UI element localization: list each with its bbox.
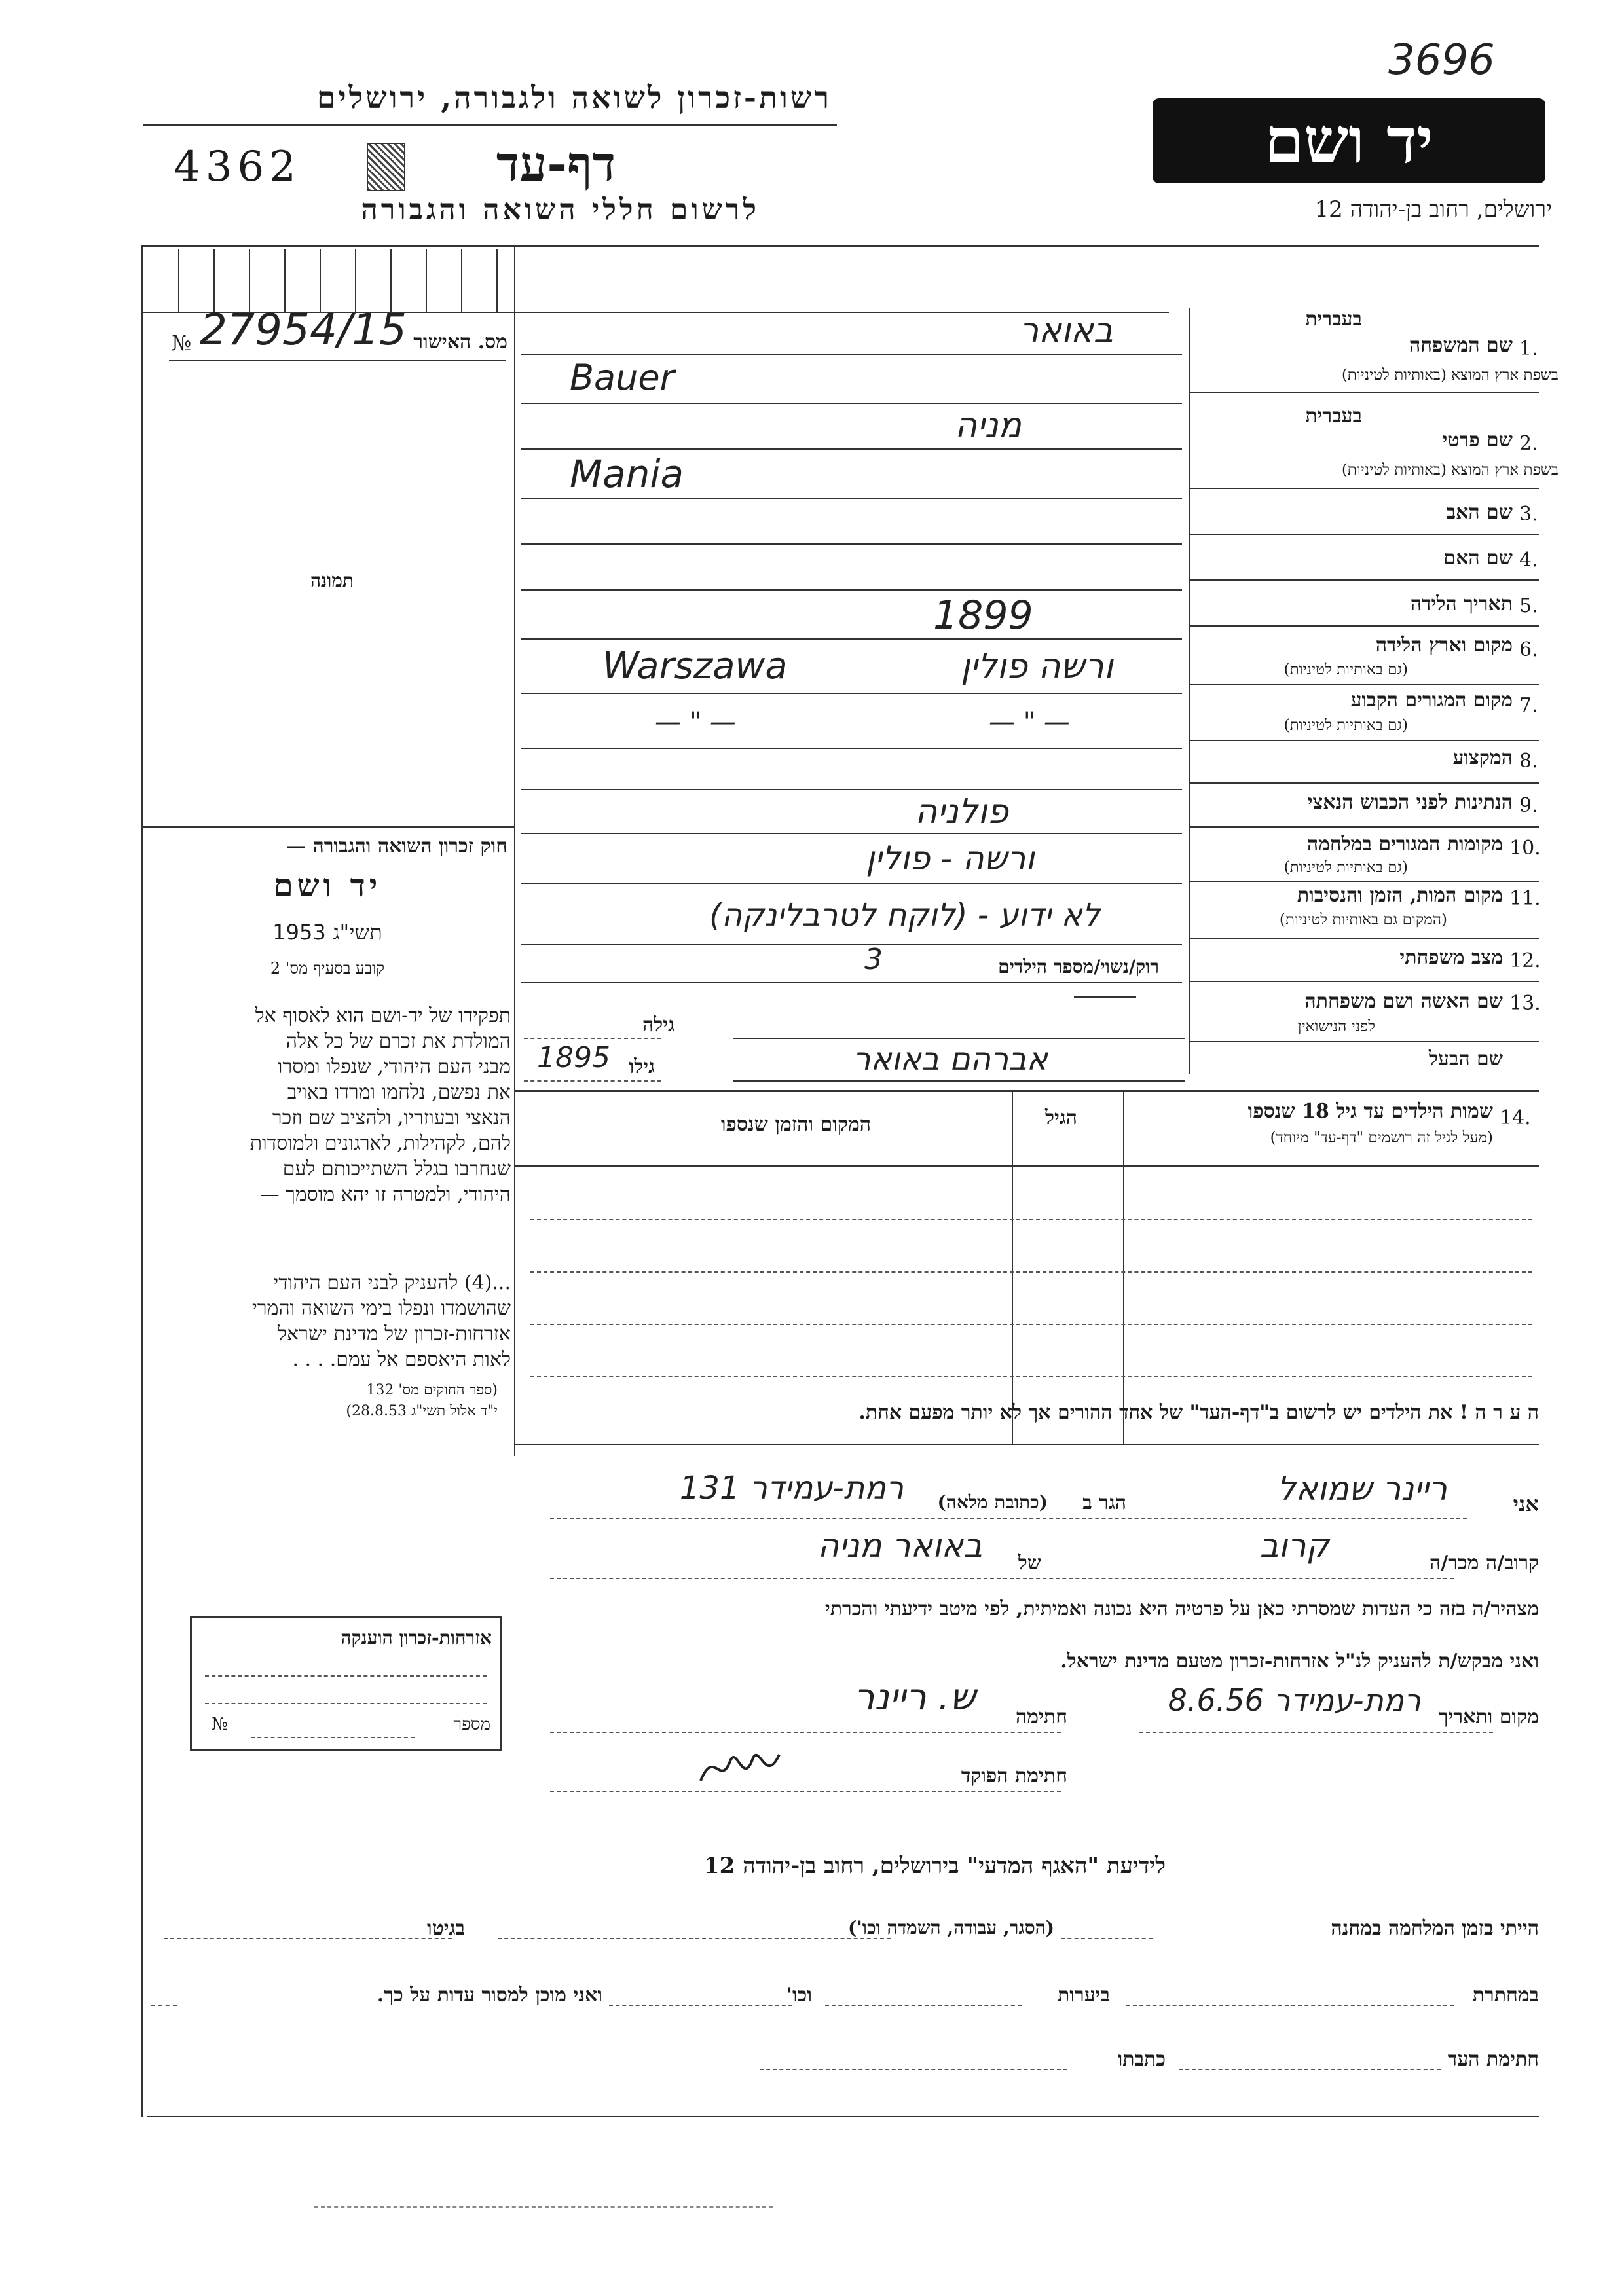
- form-number-stamp: [367, 143, 405, 191]
- value-line: [733, 1080, 1185, 1082]
- law-text-line: שהושמדו ונפלו בימי השואה והמרי: [251, 1297, 511, 1320]
- children-table-top: [514, 1090, 1539, 1092]
- residence-label: מקום המגורים הקבוע: [1350, 689, 1513, 712]
- science-line3-b: כתבתו: [1117, 2048, 1166, 2071]
- firstname-label: שם פרטי: [1442, 429, 1513, 452]
- profession-label: המקצוע: [1452, 746, 1513, 769]
- surname-latin-value: Bauer: [570, 357, 674, 398]
- field-number: 9.: [1519, 794, 1538, 817]
- in-hebrew-label: בעברית: [1305, 405, 1362, 428]
- check-box: [320, 249, 356, 312]
- row-line: [1189, 1041, 1539, 1042]
- law-ref-2: י"ד אלול תשי"ג 28.8.53): [346, 1403, 498, 1419]
- signature-label: חתימה: [1016, 1705, 1067, 1728]
- field-number: 6.: [1519, 638, 1538, 661]
- row-line: [1189, 625, 1539, 627]
- science-blank: [1061, 1938, 1153, 1939]
- birthplace-latin-value: Warszawa: [602, 645, 788, 687]
- bottom-rule: [147, 2116, 1539, 2117]
- children-table-sub: (מעל לגיל זה רושמים "דף-עד" מיוחד): [1270, 1129, 1493, 1146]
- children-table-label: שמות הילדים עד גיל 18 שנספו: [1247, 1100, 1493, 1123]
- check-box: [213, 249, 250, 312]
- signature-line: [550, 1732, 1061, 1733]
- residence-latin-value: — " —: [655, 707, 736, 737]
- citizenship-label: הנתינות לפני הכבוש הנאצי: [1307, 791, 1513, 814]
- field-number: 12.: [1509, 949, 1541, 972]
- law-text-line: מבני העם היהודי, שנפלו ומסרו: [277, 1055, 511, 1078]
- birthplace-label: מקום וארץ הלידה: [1375, 634, 1513, 657]
- science-blank: [825, 2005, 1022, 2006]
- science-blank: [1179, 2069, 1441, 2070]
- archive-number: 3696: [1388, 36, 1495, 84]
- death-value: לא ידוע - (לוקח לטרבלינקה): [709, 897, 1100, 934]
- science-line2-a: במחתרת: [1472, 1984, 1539, 2007]
- form-title: דף-עד: [496, 136, 616, 192]
- value-line: [521, 354, 1182, 355]
- science-line1-c: בגיטו: [426, 1917, 465, 1940]
- value-line: [521, 789, 1182, 790]
- field-number: 8.: [1519, 750, 1538, 773]
- residence-latin-note: (גם באותיות לטיניות): [1283, 717, 1408, 734]
- law-text-line: את נפשם, נלחמו ומרדו באויב: [287, 1081, 511, 1104]
- value-line: [521, 638, 1182, 640]
- firstname-latin-value: Mania: [570, 452, 684, 496]
- value-line: [521, 883, 1182, 884]
- yad-vashem-logo: יד ושם: [1153, 98, 1545, 183]
- photo-label: תמונה: [310, 570, 354, 591]
- death-latin-note: (המקום גם באותיות לטיניות): [1279, 911, 1447, 928]
- in-hebrew-label: בעברית: [1305, 308, 1362, 331]
- field-number: 7.: [1519, 694, 1538, 717]
- children-table-row: [530, 1376, 1532, 1377]
- surname-label: שם המשפחה: [1409, 334, 1513, 357]
- value-line: [733, 1038, 1185, 1039]
- birthdate-value: 1899: [933, 592, 1033, 638]
- declarant-line: [550, 1518, 1467, 1519]
- law-text-line: לאות היאספם אל עמם. . . .: [292, 1348, 511, 1371]
- approval-line: [169, 360, 506, 361]
- photo-box-bottom: [141, 826, 514, 828]
- citizenship-line: [205, 1703, 487, 1704]
- law-text: [144, 1003, 511, 1207]
- note-text: ה ע ר ה ! את הילדים יש לרשום ב"דף-העד" של אחד ההורים אך לא יותר מפעם אחת.: [858, 1401, 1539, 1424]
- husband-name-value: אברהם באואר: [853, 1041, 1048, 1078]
- field-number: 13.: [1509, 992, 1541, 1015]
- left-column-divider: [514, 245, 515, 1456]
- officer-signature-line: [550, 1791, 1061, 1792]
- declarant-name: ריינר שמואל: [1277, 1470, 1447, 1508]
- row-line: [1189, 579, 1539, 581]
- children-table-row: [530, 1219, 1532, 1220]
- law-year: 1953: [272, 920, 326, 945]
- value-line: [521, 944, 1182, 945]
- field-number: 1.: [1519, 337, 1538, 360]
- law-text-line: ...(4) להעניק לבני העם היהודי: [273, 1271, 511, 1294]
- row-line: [1189, 740, 1539, 741]
- law-text-line: היהודי, ולמטרה זו יהא מוסמך —: [259, 1183, 511, 1206]
- science-line1-a: הייתי בזמן המלחמה במחנה: [1331, 1917, 1539, 1940]
- wife-age-line: [524, 1038, 661, 1039]
- science-blank: [151, 2005, 177, 2006]
- citizenship-value: פולניה: [915, 792, 1008, 831]
- citizenship-number-line: [251, 1737, 415, 1738]
- citizenship-number-label: מספר: [453, 1715, 490, 1734]
- firstname-hebrew-value: מניה: [955, 406, 1022, 445]
- check-box: [355, 249, 392, 312]
- place-date-value: רמת-עמידר 8.6.56: [1168, 1683, 1421, 1718]
- law-ref-1: (ספר החוקים מס' 132: [366, 1382, 498, 1398]
- children-table-row: [530, 1324, 1532, 1325]
- approval-number: 27954/15: [200, 304, 407, 355]
- science-blank: [164, 1938, 452, 1939]
- law-year-heb: תשי"ג: [332, 920, 382, 945]
- approval-label: מס. האישור: [413, 331, 507, 354]
- of-label: של: [1018, 1552, 1041, 1575]
- row-line: [1189, 534, 1539, 535]
- scan-artifact-line: [314, 2206, 773, 2208]
- statement-line-1: מצהיר/ה בזה כי העדות שמסרתי כאן על פרטיה היא נכונה ואמיתית, לפי מיטב ידיעתי והכרתי: [824, 1597, 1539, 1620]
- science-blank: [760, 2069, 1067, 2070]
- children-table-divider: [1012, 1090, 1013, 1444]
- mother-label: שם האם: [1443, 547, 1513, 570]
- approval-prefix: №: [172, 331, 192, 355]
- science-blank: [1126, 2005, 1454, 2006]
- underline-mark: [1074, 996, 1136, 998]
- law-text-line: להם, לקהילות, לארגונים ולמוסדות: [249, 1132, 511, 1155]
- row-line: [1189, 826, 1539, 828]
- relative-label: קרוב/ה מכר/ה: [1430, 1552, 1539, 1575]
- war-residence-label: מקומות המגורים במלחמה: [1306, 833, 1503, 856]
- children-age-header: הגיל: [1044, 1106, 1077, 1129]
- science-line2-c: וכו': [786, 1984, 812, 2007]
- frame-left: [141, 245, 143, 2117]
- field-number: 11.: [1509, 887, 1541, 910]
- field-number: 3.: [1519, 503, 1538, 526]
- husband-age-label: גילו: [629, 1055, 655, 1078]
- check-box: [461, 249, 498, 312]
- children-place-time-header: המקום והזמן שנספו: [720, 1113, 871, 1136]
- field-number: 2.: [1519, 432, 1538, 455]
- field-number: 4.: [1519, 549, 1538, 572]
- relation-value: קרוב: [1259, 1527, 1329, 1565]
- law-text-line: שנחרבו בגלל השתייכותם לעם: [282, 1157, 511, 1180]
- maiden-name-label: שם האשה ושם משפחתה: [1304, 990, 1503, 1013]
- children-table-row: [530, 1271, 1532, 1273]
- science-section-title: לידיעת "האגף המדעי" בירושלים, רחוב בן-יהודה 12: [703, 1853, 1166, 1879]
- row-line: [1189, 488, 1539, 489]
- war-residence-value: ורשה - פולין: [866, 839, 1035, 877]
- place-date-label: מקום ותאריך: [1438, 1705, 1539, 1728]
- wife-age-label: גילה: [642, 1013, 674, 1036]
- row-line: [1189, 782, 1539, 784]
- surname-hebrew-value: באואר: [1019, 311, 1113, 350]
- field-number: 10.: [1509, 837, 1541, 860]
- citizenship-line: [205, 1675, 487, 1677]
- authority-underline: [143, 124, 837, 126]
- resides-label: הגר ב: [1082, 1491, 1126, 1514]
- value-line: [521, 403, 1182, 404]
- frame-top: [141, 245, 1539, 247]
- science-blank: [498, 1938, 891, 1939]
- officer-signature-label: חתימת הפוקד: [961, 1764, 1067, 1787]
- check-box: [178, 249, 215, 312]
- declaration-i-label: אני: [1513, 1491, 1539, 1516]
- law-text-line: אזרחות-זכרון של מדינת ישראל: [278, 1322, 511, 1345]
- statement-line-2: ואני מבקש/ת להעניק לנ"ל אזרחות-זכרון מטעם מדינת ישראל.: [1060, 1650, 1539, 1673]
- law-text-line: תפקידו של יד-ושם הוא לאסוף אל: [255, 1004, 511, 1027]
- place-date-line: [1139, 1732, 1493, 1733]
- value-line: [521, 498, 1182, 499]
- officer-signature-mark: [694, 1741, 786, 1794]
- children-table-number: 14.: [1500, 1106, 1531, 1129]
- check-box: [390, 249, 427, 312]
- value-line: [521, 748, 1182, 749]
- father-label: שם האב: [1446, 501, 1513, 524]
- science-line3-a: חתימת העד: [1447, 2048, 1539, 2071]
- form-number: 4362: [174, 143, 301, 191]
- signature-value: ש. ריינר: [854, 1676, 976, 1719]
- citizenship-number-prefix: №: [212, 1715, 228, 1734]
- husband-label: שם הבעל: [1428, 1048, 1503, 1070]
- value-line: [521, 543, 1182, 545]
- science-blank: [609, 2005, 792, 2006]
- check-box: [249, 249, 286, 312]
- law-name: יד ושם: [273, 867, 382, 904]
- children-table-bottom: [514, 1444, 1539, 1445]
- children-count-label: רוק/נשוי/מספר הילדים: [998, 956, 1159, 977]
- maiden-name-sub: לפני הנישואין: [1297, 1018, 1375, 1035]
- law-title: חוק זכרון השואה והגבורה —: [286, 835, 507, 858]
- relative-line: [550, 1578, 1454, 1579]
- label-column-divider: [1189, 308, 1190, 1074]
- residence-hebrew-value: — " —: [989, 707, 1070, 737]
- of-value: באואר מניה: [817, 1527, 982, 1565]
- death-label: מקום המות, הזמן והנסיבות: [1297, 884, 1503, 907]
- check-box: [284, 249, 321, 312]
- children-table-divider: [1123, 1090, 1124, 1444]
- memorial-citizenship-box: [190, 1616, 502, 1751]
- citizenship-title: אזרחות-זכרון הוענקה: [341, 1627, 492, 1649]
- science-line2-b: ביערות: [1057, 1984, 1110, 2007]
- law-section: קובע בסעיף מס' 2: [270, 959, 385, 977]
- row-line: [1189, 938, 1539, 939]
- address: ירושלים, רחוב בן-יהודה 12: [1314, 196, 1552, 223]
- law-text-line: המולדת את זכרם של כל אלה: [286, 1030, 511, 1053]
- authority-title: רשות-זכרון לשואה ולגבורה, ירושלים: [316, 80, 832, 115]
- law-text-line: הנאצי ובעוזריו, ולהציב שם וזכר: [272, 1106, 511, 1129]
- children-count-value: 3: [864, 943, 883, 976]
- husband-age-value: 1895: [537, 1041, 610, 1074]
- science-line1-b: (הסגר, עבודה, השמדה וכו'): [847, 1917, 1054, 1939]
- row-line: [1189, 881, 1539, 882]
- surname-origin-label: בשפת ארץ המוצא (באותיות לטיניות): [1341, 367, 1559, 384]
- birthplace-latin-note: (גם באותיות לטיניות): [1283, 661, 1408, 678]
- check-box: [143, 249, 179, 312]
- value-line: [521, 693, 1182, 694]
- row-line: [1189, 981, 1539, 982]
- law-text-2: [144, 1270, 511, 1372]
- field-number: 5.: [1519, 594, 1538, 617]
- form-subtitle: לרשום חללי השואה והגבורה: [361, 193, 760, 227]
- firstname-origin-label: בשפת ארץ המוצא (באותיות לטיניות): [1341, 462, 1559, 479]
- science-line2-d: ואני מוכן למסור עדות על כך.: [377, 1984, 602, 2007]
- marital-label: מצב משפחתי: [1399, 946, 1503, 969]
- birthdate-label: תאריך הלידה: [1410, 592, 1513, 615]
- husband-age-line: [524, 1080, 661, 1082]
- address-value: רמת-עמידר 131: [679, 1470, 904, 1506]
- children-table-header-bottom: [514, 1165, 1539, 1167]
- birthplace-hebrew-value: ורשה פולין: [961, 647, 1113, 686]
- value-line: [521, 448, 1182, 450]
- row-line: [1189, 392, 1539, 393]
- check-box: [426, 249, 462, 312]
- value-line: [521, 982, 1182, 983]
- address-label: (כתובת מלאה): [937, 1491, 1048, 1513]
- row-line: [1189, 684, 1539, 685]
- law-year-line: [141, 920, 514, 945]
- value-line: [521, 833, 1182, 834]
- value-line: [521, 589, 1182, 591]
- war-residence-latin-note: (גם באותיות לטיניות): [1283, 859, 1408, 876]
